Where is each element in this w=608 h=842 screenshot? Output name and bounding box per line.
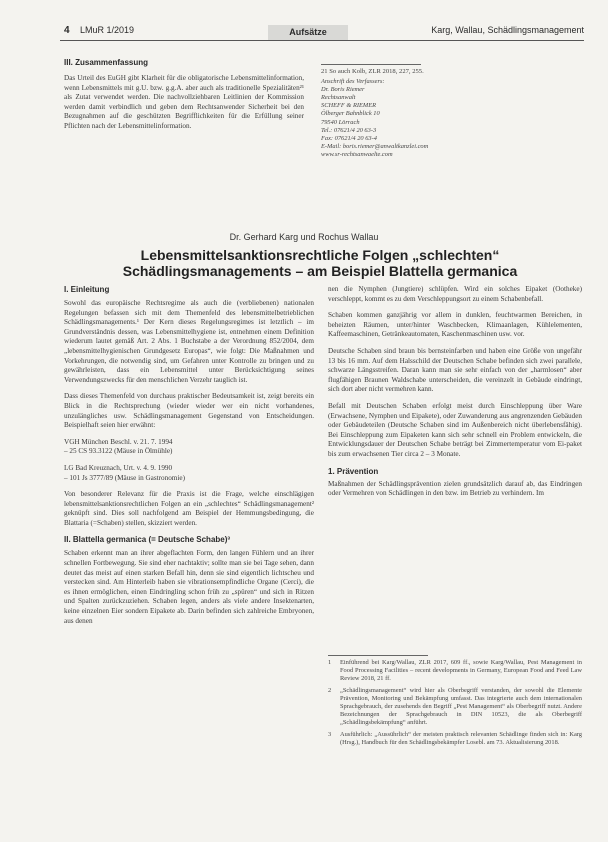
right-column: [328, 285, 582, 506]
header-rule: [60, 40, 584, 41]
case-citation: VGH München Beschl. v. 21. 7. 1994 – 25 CS 93.3122 (Mäuse in Ölmühle): [64, 437, 173, 456]
article-title: [60, 247, 580, 279]
summary-text: Das Urteil des EuGH gibt Klarheit für die obligatorische Lebensmittelinformation, wenn Lebensmittels mit g.U. bzw. g.g.A. aber auch als traditionelle Spezialitäten²¹ als Zutat verwendet werden. Die nachvollziehbaren Leitlinien der Kommission werden damit verbindlich und geben dem Rechtsanwender Sicherheit bei den Bezugnahmen auf die geschützten Begrifflichkeiten für die Erfüllung seiner Pflichten nach der Lebensmittelinformation.: [64, 74, 304, 130]
footnotes: [328, 655, 582, 750]
address-line: SCHEFF & RIEMER: [321, 102, 377, 110]
article-authors: Dr. Gerhard Karg und Rochus Wallau: [229, 232, 379, 242]
footnote-21: 21 So auch Kolb, ZLR 2018, 227, 255.: [321, 68, 424, 75]
paragraph: Dass dieses Themenfeld von durchaus praktischer Bedeutsamkeit ist, zeigt bereits ein Blick in die Rechtsprechung (wieder wieder wer ein nicht vorhandenes, unzulängliches usw. Schädlingsmanagement Gegenstand von Entscheidungen. Beispielhaft seien hier erwähnt:: [64, 392, 314, 430]
footnote-rule: [321, 64, 421, 65]
case-citation: LG Bad Kreuznach, Urt. v. 4. 9. 1990 – 101 Js 3777/89 (Mäuse in Gastronomie): [64, 463, 185, 482]
address-line: Fax: 07621/4 20 63-4: [321, 135, 377, 143]
running-title: Karg, Wallau, Schädlingsmanagement: [431, 25, 584, 35]
paragraph: Sowohl das europäische Rechtsregime als auch die (verbliebenen) nationalen Regelungen befassen sich mit dem Themenfeld des lebensmittelbetrieblichen Schädlingsmanagements.¹ Der Kern dieses Regelungsregimes ist letztlich – im Grundverständnis dessen, was Lebensmittelhygiene ist, entnehmen einem Definition wiederum lautet gemäß Art. 2 Abs. 1 Buchstabe a der Verordnung 852/2004, dem „lebensmittelhygienischen Grundgesetz Europas“, wie folgt: Die Maßnahmen und Vorkehrungen, die notwendig sind, um Gefahren unter Kontrolle zu bringen und zu gewährleisten, dass ein Lebensmittel unter Berücksichtigung seines Verwendungszwecks für den menschlichen Verzehr tauglich ist.: [64, 299, 314, 384]
address-line: Ölberger Bahnblick 10: [321, 110, 380, 118]
footnote: 2 „Schädlingsmanagement“ wird hier als Oberbegriff verstanden, der sowohl die Elemente Prävention, Monitoring und Bekämpfung umfasst. Das integrierte auch dem internationalen Sprachgebrauch, der zusehends den Begriff „Pest Management“ als Oberbegriff nutzt. Andere Bezeichnungen der Sprachgebrauch in DIN 10523, die als Oberbegriff „Schädlingsbekämpfung“ anführt.: [328, 686, 582, 727]
footnote-rule: [328, 655, 428, 656]
footnote: 1 Einführend bei Karg/Wallau, ZLR 2017, 609 ff., sowie Karg/Wallau, Pest Management in Food Processing Facilities – recent developments in Germany, European Food and Feed Law Review 2018, 21 ff.: [328, 659, 582, 683]
paragraph: Schaben kommen ganzjährig vor allem in dunklen, feuchtwarmen Bereichen, in beheizten Räumen, unter/hinter Waschbecken, Klimaanlagen, Kühlelementen, Kaffeemaschinen, Getränkeautomaten, Kaschenmaschinen usw. vor.: [328, 311, 582, 339]
footnote: 3 Ausführlich: „Aussührlich“ der meisten praktisch relevanten Schädlinge finden sich in: Karg (Hrsg.), Handbuch für den Schädlingsbekämpfer Losebl. am 73. Aktualisierung 2018.: [328, 730, 582, 746]
paragraph: Von besonderer Relevanz für die Praxis ist die Frage, welche einschlägigen lebensmittelsanktionsrechtlichen Folgen an ein „schlechtes“ Schädlingsmanagement² geknüpft sind. Dies soll nachfolgend am Beispiel der Hemmungsbedingung, die Blattaria (=Schaben) stellen, skizziert werden.: [64, 490, 314, 527]
section-tag: Aufsätze: [268, 25, 348, 40]
section-heading-introduction: I. Einleitung: [64, 285, 110, 294]
page-number: 4: [64, 25, 70, 36]
paragraph: Deutsche Schaben sind braun bis bernsteinfarben und haben eine Größe von ungefähr 13 bis 16 mm. Auf dem Halsschild der Deutschen Schabe befinden sich zwei parallele, schwarze Längsstreifen. Daran kann man sie sehr einfach von der „harmlosen“ aber flugfähigen Braunen Waldschabe unterscheiden, die vereinzelt in Gebäude eindringt, sich dort aber nicht vermehren kann.: [328, 346, 582, 394]
section-heading-prevention: 1. Prävention: [328, 466, 379, 476]
paragraph: Schaben erkennt man an ihrer abgeflachten Form, den langen Fühlern und an ihrer schnellen Fortbewegung. Sie sind eher nachtaktiv; sollte man sie bei Tage sehen, dann deutet das meist auf einen starken Befall hin, denn sie sind eigentlich lichtscheu und verstecken sind. Am Hinterleib haben sie vibrationsempfindliche Organe (Cerci), die es ihnen ermöglichen, einen Eindringling schon früh zu „spüren“ und sich in Ritzen und Spalten zurückzuziehen. Schaben legen, anders als viele andere Insektenarten, keine einzelnen Eier sondern Eipakete ab. Darin befinden sich zahlreiche Embryonen, aus denen: [64, 549, 314, 625]
journal-citation: LMuR 1/2019: [80, 25, 135, 35]
title-line-2: Schädlingsmanagements – am Beispiel Blattella germanica: [122, 263, 518, 279]
paragraph: Maßnahmen der Schädlingsprävention zielen grundsätzlich darauf ab, das Eindringen oder Vermehren von Schädlingen in den bzw. im Betrieb zu verhindern. Im: [328, 479, 582, 498]
website-link[interactable]: www.sr-rechtsanwaelte.com: [321, 151, 393, 159]
previous-article-notes: [321, 64, 581, 160]
paragraph: Befall mit Deutschen Schaben erfolgt meist durch Einschleppung über Ware (Erwachsene, Nymphen und Eipakete), oder Zuwanderung aus angrenzenden Gebäuden oder Gebäudeteilen (Deutsche Schaben sind im Außenbereich nicht überlebensfähig). Bei Einschleppung zum Eipaketen kann sich sehr schnell ein Problem entwickeln, die Entwicklungsdauer der Deutschen Schabe beträgt bei Zimmertemperatur vom Ei-paket bis zum erwachsenen Tier circa 2 – 3 Monate.: [328, 401, 582, 458]
address-line: 79540 Lörrach: [321, 118, 360, 126]
address-line: Anschrift des Verfassers:: [321, 77, 385, 85]
title-line-1: Lebensmittelsanktionsrechtliche Folgen „schlechten“: [140, 247, 500, 263]
summary-heading: III. Zusammenfassung: [64, 58, 149, 67]
left-column: [64, 285, 314, 633]
address-line: Tel.: 07621/4 20 63-3: [321, 126, 377, 134]
email-link[interactable]: E-Mail: boris.riemer@anwaltkanzlei.com: [321, 143, 429, 151]
address-line: Rechtsanwalt: [321, 94, 356, 101]
paragraph: nen die Nymphen (Jungtiere) schlüpfen. Wird ein solches Eipaket (Ootheke) verschleppt, kommt es zu dem Verschleppungsort zu einem Schabenbefall.: [328, 285, 582, 303]
author-address: [321, 78, 581, 160]
previous-article-summary: [64, 58, 304, 132]
section-heading-blattella: II. Blattella germanica (= Deutsche Schabe)³: [64, 535, 231, 545]
address-line: Dr. Boris Riemer: [321, 85, 365, 93]
